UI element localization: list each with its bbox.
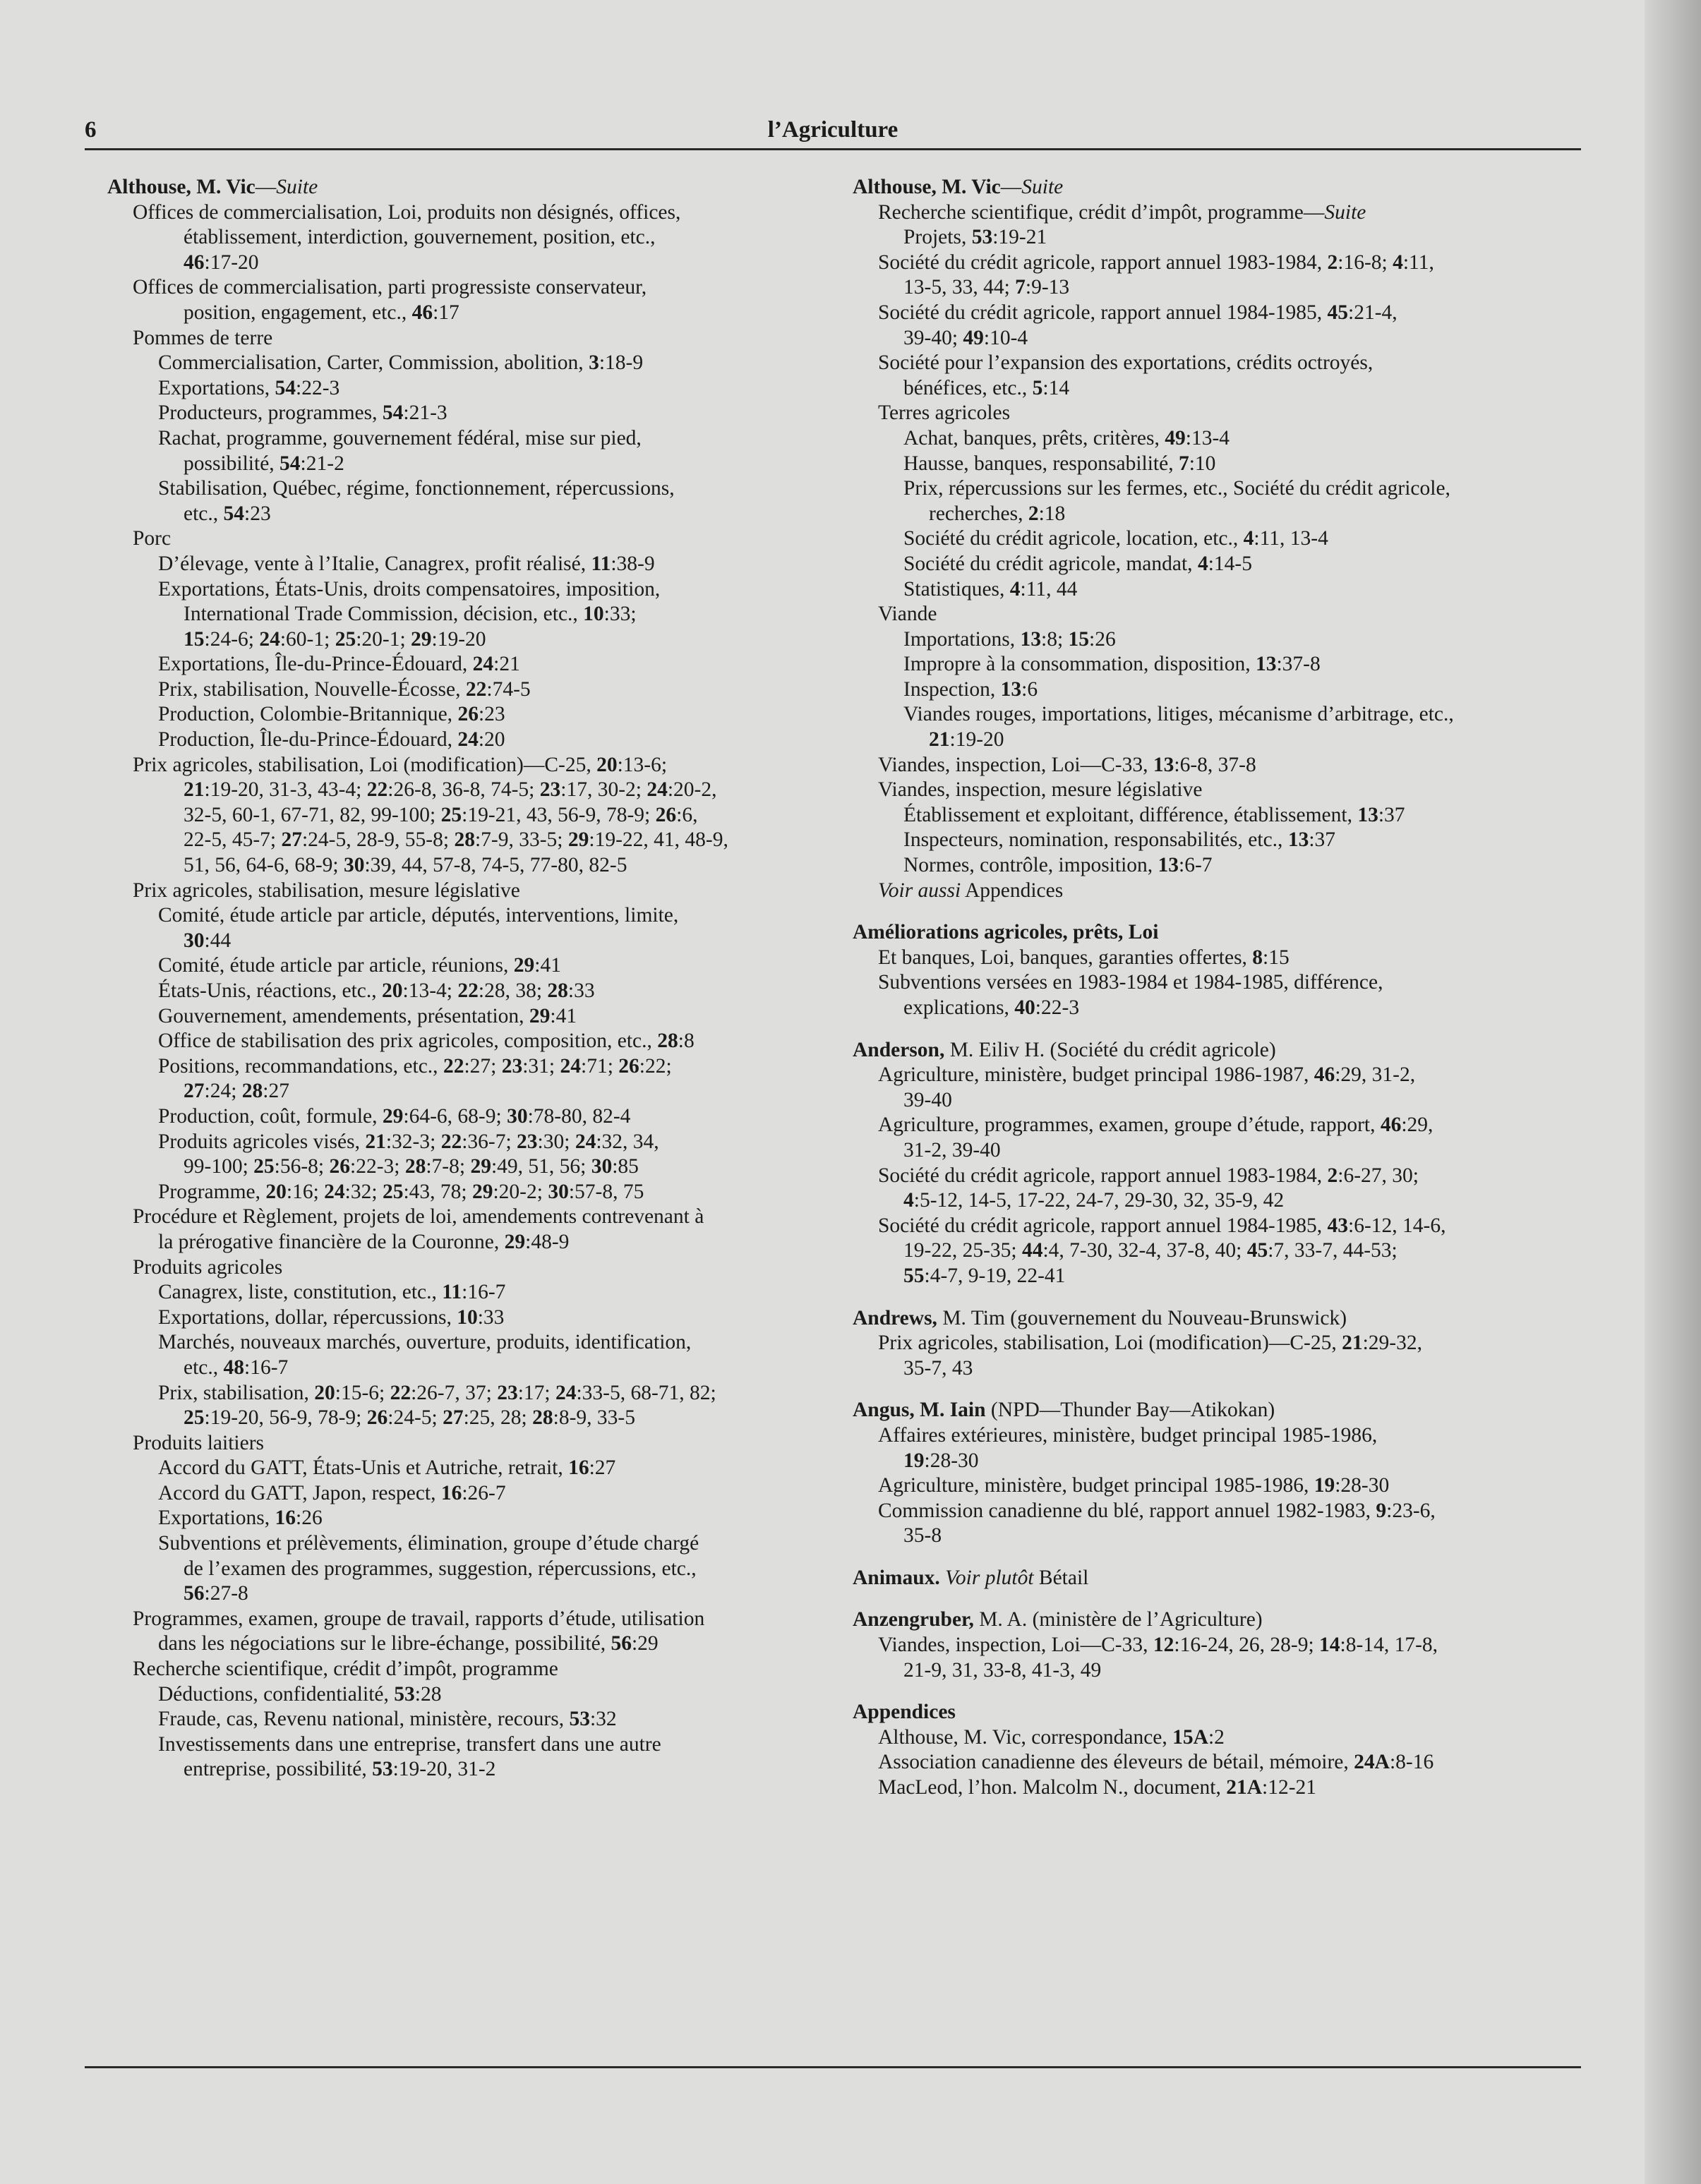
index-entry: Investissements dans une entreprise, transfert dans une autre (158, 1732, 661, 1756)
index-entry: 39-40 (903, 1088, 952, 1111)
index-entry: 51, 56, 64-6, 68-9; 30:39, 44, 57-8, 74-5, 77-80, 82-5 (184, 854, 627, 877)
index-entry: Achat, banques, prêts, critères, 49:13-4 (903, 426, 1230, 450)
index-entry: 32-5, 60-1, 67-71, 82, 99-100; 25:19-21, 43, 56-9, 78-9; 26:6, (184, 803, 698, 826)
index-entry: Producteurs, programmes, 54:21-3 (158, 402, 447, 425)
index-entry: Viandes rouges, importations, litiges, mécanisme d’arbitrage, etc., (903, 703, 1454, 726)
index-entry: la prérogative financière de la Couronne, 29:48-9 (158, 1230, 570, 1253)
index-entry: Recherche scientifique, crédit d’impôt, programme—Suite (878, 200, 1366, 224)
index-entry: 25:19-20, 56-9, 78-9; 26:24-5; 27:25, 28; 28:8-9, 33-5 (184, 1406, 635, 1430)
index-entry: Comité, étude article par article, députés, interventions, limite, (158, 904, 679, 927)
index-entry: Société du crédit agricole, rapport annuel 1984-1985, 45:21-4, (878, 301, 1398, 324)
index-entry: Agriculture, ministère, budget principal 1985-1986, 19:28-30 (878, 1474, 1390, 1497)
index-entry: Marchés, nouveaux marchés, ouverture, produits, identification, (158, 1331, 692, 1354)
index-entry: 22-5, 45-7; 27:24-5, 28-9, 55-8; 28:7-9, 33-5; 29:19-22, 41, 48-9, (184, 828, 728, 852)
index-entry: Prix agricoles, stabilisation, Loi (modification)—C-25, 20:13-6; (133, 753, 668, 776)
index-entry: Accord du GATT, États-Unis et Autriche, retrait, 16:27 (158, 1456, 616, 1480)
index-entry: Prix, stabilisation, Nouvelle-Écosse, 22:74-5 (158, 677, 531, 701)
index-entry: entreprise, possibilité, 53:19-20, 31-2 (184, 1758, 496, 1781)
index-heading: Althouse, M. Vic—Suite (853, 176, 1064, 198)
index-entry: 39-40; 49:10-4 (903, 326, 1028, 349)
index-entry: Société pour l’expansion des exportations, crédits octroyés, (878, 351, 1374, 375)
index-entry: Hausse, banques, responsabilité, 7:10 (903, 452, 1216, 475)
index-entry: Stabilisation, Québec, régime, fonctionnement, répercussions, (158, 477, 675, 500)
index-entry: Exportations, dollar, répercussions, 10:33 (158, 1305, 505, 1329)
index-entry: Production, Colombie-Britannique, 26:23 (158, 703, 505, 726)
index-entry: Recherche scientifique, crédit d’impôt, programme (133, 1658, 558, 1681)
index-entry: États-Unis, réactions, etc., 20:13-4; 22:28, 38; 28:33 (158, 979, 595, 1002)
index-entry: Société du crédit agricole, location, etc., 4:11, 13-4 (903, 527, 1328, 550)
index-entry: Société du crédit agricole, rapport annuel 1984-1985, 43:6-12, 14-6, (878, 1214, 1446, 1237)
index-entry: Déductions, confidentialité, 53:28 (158, 1682, 442, 1706)
index-entry: etc., 54:23 (184, 502, 271, 525)
index-entry: 4:5-12, 14-5, 17-22, 24-7, 29-30, 32, 35-9, 42 (903, 1189, 1285, 1212)
index-entry: établissement, interdiction, gouvernement, position, etc., (184, 226, 656, 249)
index-entry: 19-22, 25-35; 44:4, 7-30, 32-4, 37-8, 40; 45:7, 33-7, 44-53; (903, 1239, 1398, 1262)
index-heading: Anzengruber, M. A. (ministère de l’Agriculture) (853, 1608, 1263, 1631)
index-entry: Terres agricoles (878, 402, 1011, 425)
index-entry: Prix agricoles, stabilisation, mesure législative (133, 879, 520, 902)
index-heading: Appendices (853, 1701, 956, 1724)
index-heading: Animaux. Voir plutôt Bétail (853, 1566, 1089, 1589)
index-entry: Établissement et exploitant, différence, établissement, 13:37 (903, 803, 1405, 826)
index-heading: Andrews, M. Tim (gouvernement du Nouveau-Brunswick) (853, 1306, 1347, 1329)
index-entry: de l’examen des programmes, suggestion, répercussions, etc., (184, 1557, 697, 1580)
index-entry: 99-100; 25:56-8; 26:22-3; 28:7-8; 29:49, 51, 56; 30:85 (184, 1155, 639, 1178)
index-entry: 55:4-7, 9-19, 22-41 (903, 1264, 1066, 1287)
index-entry: 15:24-6; 24:60-1; 25:20-1; 29:19-20 (184, 627, 486, 651)
index-entry: Importations, 13:8; 15:26 (903, 627, 1116, 651)
index-entry: 35-8 (903, 1524, 942, 1547)
index-entry: Société du crédit agricole, mandat, 4:14-5 (903, 552, 1252, 575)
index-entry: Prix agricoles, stabilisation, Loi (modification)—C-25, 21:29-32, (878, 1332, 1422, 1355)
index-entry: 31-2, 39-40 (903, 1138, 1001, 1162)
index-entry: 19:28-30 (903, 1449, 979, 1472)
index-entry: Prix, répercussions sur les fermes, etc., Société du crédit agricole, (903, 477, 1450, 500)
index-entry: D’élevage, vente à l’Italie, Canagrex, profit réalisé, 11:38-9 (158, 552, 655, 575)
page-number: 6 (85, 117, 97, 143)
index-heading: Améliorations agricoles, prêts, Loi (853, 921, 1159, 944)
index-entry: position, engagement, etc., 46:17 (184, 301, 459, 324)
index-entry: 21:19-20, 31-3, 43-4; 22:26-8, 36-8, 74-5; 23:17, 30-2; 24:20-2, (184, 778, 717, 802)
index-entry: 46:17-20 (184, 251, 259, 274)
index-entry: Voir aussi Appendices (878, 879, 1064, 902)
index-entry: Produits laitiers (133, 1431, 265, 1454)
index-entry: Société du crédit agricole, rapport annuel 1983-1984, 2:16-8; 4:11, (878, 251, 1434, 274)
index-column-right (853, 175, 1581, 1801)
index-entry: Affaires extérieures, ministère, budget principal 1985-1986, (878, 1423, 1378, 1447)
index-entry: Commercialisation, Carter, Commission, abolition, 3:18-9 (158, 351, 644, 375)
index-entry: Impropre à la consommation, disposition, 13:37-8 (903, 653, 1321, 676)
index-entry: 21:19-20 (929, 728, 1004, 752)
index-entry: Production, coût, formule, 29:64-6, 68-9; 30:78-80, 82-4 (158, 1104, 631, 1128)
index-entry: Statistiques, 4:11, 44 (903, 577, 1078, 601)
index-entry: etc., 48:16-7 (184, 1356, 289, 1379)
index-entry: Viandes, inspection, Loi—C-33, 13:6-8, 37-8 (878, 753, 1256, 776)
index-entry: 56:27-8 (184, 1582, 248, 1605)
index-entry: possibilité, 54:21-2 (184, 452, 344, 475)
index-entry: Althouse, M. Vic, correspondance, 15A:2 (878, 1725, 1225, 1749)
index-heading: Althouse, M. Vic—Suite (107, 176, 318, 198)
index-entry: Viande (878, 603, 937, 626)
running-header (85, 111, 1581, 148)
index-entry: Exportations, États-Unis, droits compensatoires, imposition, (158, 577, 661, 601)
index-entry: recherches, 2:18 (929, 502, 1066, 525)
index-entry: Fraude, cas, Revenu national, ministère, recours, 53:32 (158, 1708, 617, 1731)
index-entry: Et banques, Loi, banques, garanties offertes, 8:15 (878, 946, 1290, 969)
index-entry: International Trade Commission, décision, etc., 10:33; (184, 603, 637, 626)
header-rule (85, 148, 1581, 150)
index-entry: Subventions versées en 1983-1984 et 1984-1985, différence, (878, 971, 1383, 994)
index-entry: Office de stabilisation des prix agricoles, composition, etc., 28:8 (158, 1030, 695, 1053)
footer-rule (85, 2066, 1581, 2068)
index-entry: explications, 40:22-3 (903, 996, 1080, 1019)
index-column-left (107, 175, 817, 1782)
page-title: l’Agriculture (767, 117, 898, 143)
index-entry: Viandes, inspection, mesure législative (878, 778, 1203, 802)
binding-shadow (1645, 0, 1701, 2184)
index-entry: Association canadienne des éleveurs de bétail, mémoire, 24A:8-16 (878, 1751, 1434, 1774)
index-entry: Prix, stabilisation, 20:15-6; 22:26-7, 37; 23:17; 24:33-5, 68-71, 82; (158, 1381, 716, 1404)
index-entry: Société du crédit agricole, rapport annuel 1983-1984, 2:6-27, 30; (878, 1164, 1419, 1187)
index-entry: Inspection, 13:6 (903, 677, 1038, 701)
index-entry: 21-9, 31, 33-8, 41-3, 49 (903, 1658, 1102, 1682)
index-entry: Exportations, Île-du-Prince-Édouard, 24:21 (158, 653, 520, 676)
index-entry: Produits agricoles visés, 21:32-3; 22:36-7; 23:30; 24:32, 34, (158, 1130, 659, 1153)
index-entry: Procédure et Règlement, projets de loi, amendements contrevenant à (133, 1205, 704, 1229)
index-heading: Angus, M. Iain (NPD—Thunder Bay—Atikokan) (853, 1399, 1275, 1422)
index-entry: Subventions et prélèvements, élimination, groupe d’étude chargé (158, 1532, 699, 1555)
index-entry: Programme, 20:16; 24:32; 25:43, 78; 29:20-2; 30:57-8, 75 (158, 1180, 644, 1203)
index-entry: 27:24; 28:27 (184, 1080, 289, 1103)
index-entry: Agriculture, programmes, examen, groupe d’étude, rapport, 46:29, (878, 1114, 1433, 1137)
index-entry: MacLeod, l’hon. Malcolm N., document, 21A:12-21 (878, 1776, 1317, 1799)
index-entry: 35-7, 43 (903, 1356, 973, 1380)
index-entry: Normes, contrôle, imposition, 13:6-7 (903, 854, 1213, 877)
index-entry: Accord du GATT, Japon, respect, 16:26-7 (158, 1481, 506, 1504)
index-entry: Offices de commercialisation, Loi, produits non désignés, offices, (133, 200, 681, 224)
index-entry: Canagrex, liste, constitution, etc., 11:16-7 (158, 1281, 506, 1304)
index-heading: Anderson, M. Eiliv H. (Société du crédit agricole) (853, 1038, 1276, 1061)
index-entry: Rachat, programme, gouvernement fédéral, mise sur pied, (158, 426, 642, 450)
index-entry: Exportations, 16:26 (158, 1507, 323, 1530)
index-entry: Porc (133, 527, 172, 550)
index-entry: Agriculture, ministère, budget principal 1986-1987, 46:29, 31-2, (878, 1063, 1416, 1087)
index-entry: Pommes de terre (133, 326, 273, 349)
index-entry: Comité, étude article par article, réunions, 29:41 (158, 954, 561, 977)
index-entry: bénéfices, etc., 5:14 (903, 376, 1070, 399)
index-entry: Commission canadienne du blé, rapport annuel 1982-1983, 9:23-6, (878, 1499, 1436, 1522)
index-entry: Projets, 53:19-21 (903, 226, 1047, 249)
index-entry: 13-5, 33, 44; 7:9-13 (903, 276, 1070, 299)
index-entry: Programmes, examen, groupe de travail, rapports d’étude, utilisation (133, 1607, 705, 1630)
index-entry: dans les négociations sur le libre-échange, possibilité, 56:29 (158, 1632, 659, 1655)
index-entry: 30:44 (184, 929, 232, 952)
index-entry: Produits agricoles (133, 1255, 283, 1279)
index-entry: Gouvernement, amendements, présentation, 29:41 (158, 1004, 577, 1027)
index-entry: Positions, recommandations, etc., 22:27; 23:31; 24:71; 26:22; (158, 1054, 672, 1078)
index-entry: Production, Île-du-Prince-Édouard, 24:20 (158, 728, 505, 752)
index-entry: Exportations, 54:22-3 (158, 376, 340, 399)
index-entry: Inspecteurs, nomination, responsabilités, etc., 13:37 (903, 828, 1336, 852)
index-entry: Offices de commercialisation, parti progressiste conservateur, (133, 276, 647, 299)
index-entry: Viandes, inspection, Loi—C-33, 12:16-24, 26, 28-9; 14:8-14, 17-8, (878, 1634, 1438, 1657)
